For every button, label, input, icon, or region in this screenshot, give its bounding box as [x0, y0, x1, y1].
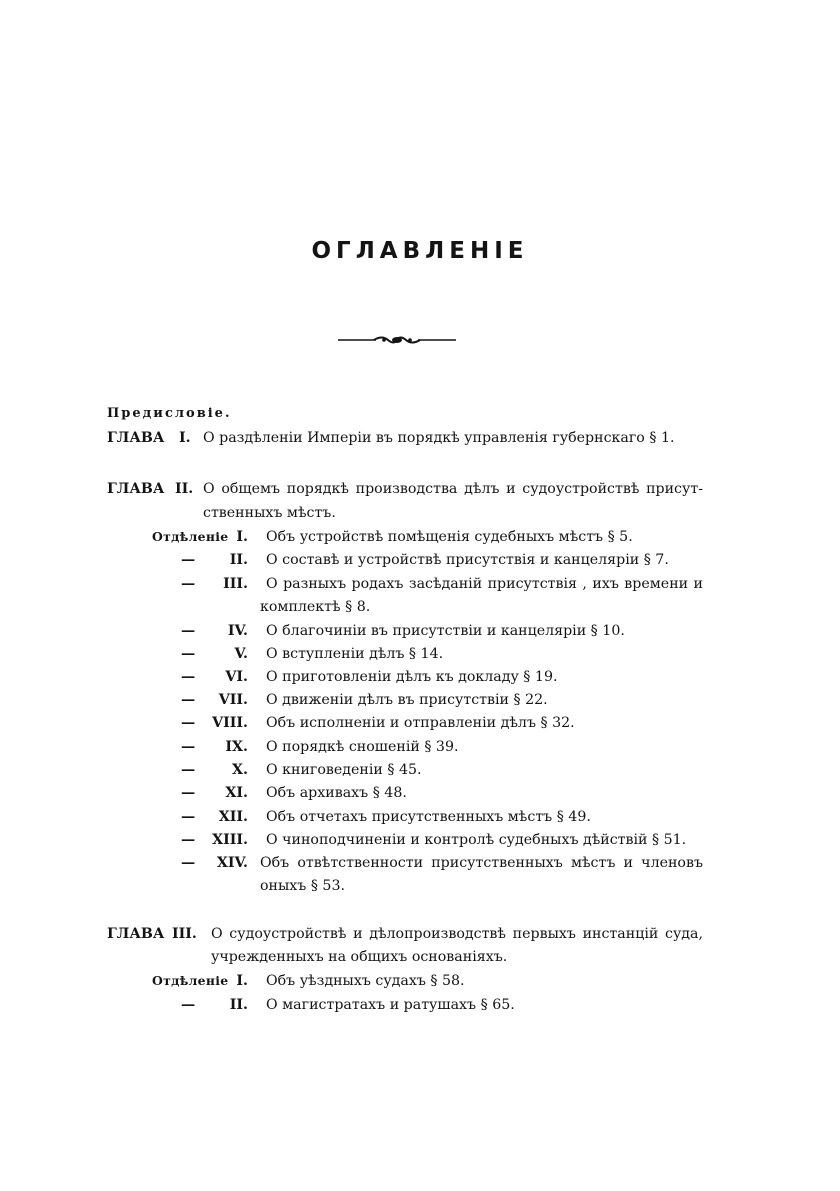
section-2-6-dash: —	[181, 669, 196, 685]
section-2-2-dash: —	[181, 552, 196, 568]
section-3-1-title: Объ уѣздныхъ судахъ § 58.	[266, 973, 465, 989]
ornament-divider-icon	[336, 333, 458, 347]
section-2-14-dash: —	[181, 855, 196, 871]
chapter-3-title-line1: О судоустройствѣ и дѣлопроизводствѣ первыхъ инстанцій суда,	[211, 926, 703, 942]
section-2-8-number: VIII.	[212, 715, 248, 731]
section-3-2-title: О магистратахъ и ратушахъ § 65.	[266, 997, 515, 1013]
section-2-10-dash: —	[181, 762, 196, 778]
section-2-8-title: Объ исполненіи и отправленіи дѣлъ § 32.	[266, 715, 575, 731]
chapter-2-section-label: Отдѣленіе	[152, 529, 229, 544]
section-2-3-title-cont: комплектѣ § 8.	[260, 599, 371, 615]
section-2-14-title-cont: оныхъ § 53.	[260, 878, 345, 894]
section-2-7-title: О движеніи дѣлъ въ присутствіи § 22.	[266, 692, 548, 708]
section-2-13-number: XIII.	[212, 832, 248, 848]
section-2-1-number: I.	[236, 529, 248, 545]
section-2-11-title: Объ архивахъ § 48.	[266, 785, 407, 801]
section-2-6-title: О приготовленіи дѣлъ къ докладу § 19.	[266, 669, 558, 685]
section-2-9-number: IX.	[225, 739, 248, 755]
section-2-14-number: XIV.	[216, 855, 248, 871]
chapter-1-label: ГЛАВА	[107, 430, 165, 446]
chapter-3-section-label: Отдѣленіе	[152, 973, 229, 988]
section-2-6-number: VI.	[225, 669, 248, 685]
chapter-3-label: ГЛАВА	[107, 926, 165, 942]
section-3-1-number: I.	[236, 973, 248, 989]
section-2-11-number: XI.	[225, 785, 248, 801]
section-2-13-title: О чиноподчиненіи и контролѣ судебныхъ дѣйствій § 51.	[266, 832, 687, 848]
section-2-1-title: Объ устройствѣ помѣщенія судебныхъ мѣстъ § 5.	[266, 529, 633, 545]
section-2-5-title: О вступленіи дѣлъ § 14.	[266, 646, 444, 662]
section-2-2-number: II.	[229, 552, 248, 568]
section-2-5-dash: —	[181, 646, 196, 662]
section-2-3-title: О разныхъ родахъ засѣданій присутствія , ихъ времени и	[266, 576, 703, 592]
chapter-1-title: О раздѣленіи Имперіи въ порядкѣ управленія губернскаго § 1.	[203, 430, 675, 446]
section-2-14-title: Объ отвѣтственности присутственныхъ мѣстъ и членовъ	[260, 855, 703, 871]
section-2-3-number: III.	[223, 576, 248, 592]
section-2-3-dash: —	[181, 576, 196, 592]
preface-heading: Предисловіе.	[107, 406, 232, 421]
section-2-7-number: VII.	[218, 692, 248, 708]
chapter-2-number: II.	[175, 481, 194, 497]
chapter-2-title-line1: О общемъ порядкѣ производства дѣлъ и судоустройствѣ присут-	[203, 481, 703, 497]
section-2-11-dash: —	[181, 785, 196, 801]
section-2-9-title: О порядкѣ сношеній § 39.	[266, 739, 459, 755]
section-2-4-title: О благочиніи въ присутствіи и канцеляріи § 10.	[266, 623, 625, 639]
section-3-2-number: II.	[229, 997, 248, 1013]
section-2-13-dash: —	[181, 832, 196, 848]
section-2-12-title: Объ отчетахъ присутственныхъ мѣстъ § 49.	[266, 809, 591, 825]
section-2-12-dash: —	[181, 809, 196, 825]
section-3-2-dash: —	[181, 997, 196, 1013]
chapter-1-number: I.	[179, 430, 191, 446]
section-2-10-number: X.	[232, 762, 248, 778]
chapter-3-title-line2: учрежденныхъ на общихъ основаніяхъ.	[211, 949, 508, 965]
section-2-7-dash: —	[181, 692, 196, 708]
section-2-12-number: XII.	[218, 809, 248, 825]
section-2-4-number: IV.	[227, 623, 248, 639]
page-title: ОГЛАВЛЕНІЕ	[311, 238, 529, 264]
section-2-2-title: О составѣ и устройствѣ присутствія и канцеляріи § 7.	[266, 552, 669, 568]
section-2-8-dash: —	[181, 715, 196, 731]
chapter-2-label: ГЛАВА	[107, 481, 165, 497]
section-2-4-dash: —	[181, 623, 196, 639]
chapter-2-title-line2: ственныхъ мѣстъ.	[203, 505, 336, 521]
section-2-5-number: V.	[234, 646, 248, 662]
chapter-3-number: III.	[172, 926, 197, 942]
section-2-9-dash: —	[181, 739, 196, 755]
section-2-10-title: О книговеденіи § 45.	[266, 762, 422, 778]
